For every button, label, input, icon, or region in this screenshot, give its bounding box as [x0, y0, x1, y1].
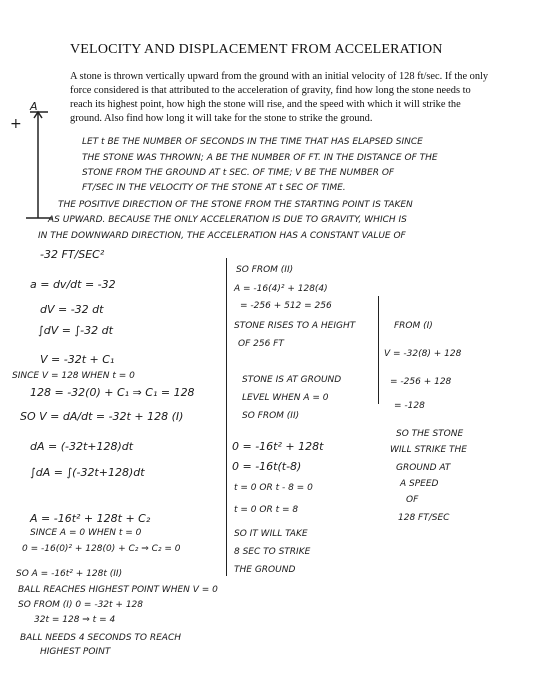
col2-line: LEVEL WHEN A = 0 [242, 393, 329, 403]
col2-line: STONE RISES TO A HEIGHT [234, 321, 356, 331]
col2-line: A = -16(4)² + 128(4) [234, 284, 328, 294]
col2-line: SO FROM (II) [236, 265, 294, 275]
col1-line: BALL REACHES HIGHEST POINT WHEN V = 0 [18, 585, 218, 595]
col3-line: SO THE STONE [396, 429, 464, 439]
col1-line: a = dv/dt = -32 [30, 278, 116, 291]
col1-line: HIGHEST POINT [40, 647, 111, 657]
col1-line: ∫dA = ∫(-32t+128)dt [30, 466, 145, 479]
col3-line: 128 FT/SEC [398, 513, 450, 523]
intro-line: THE POSITIVE DIRECTION OF THE STONE FROM THE STARTING POINT IS TAKEN [58, 200, 413, 210]
col1-line: SO V = dA/dt = -32t + 128 (I) [20, 410, 184, 423]
column-divider [378, 296, 379, 404]
col1-line: BALL NEEDS 4 SECONDS TO REACH [20, 633, 182, 643]
col1-line: dV = -32 dt [40, 303, 104, 316]
col2-line: SO FROM (II) [242, 411, 300, 421]
column-divider [226, 258, 227, 576]
col1-line: ∫dV = ∫-32 dt [38, 324, 113, 337]
col3-line: FROM (I) [394, 321, 433, 331]
col2-line: = -256 + 512 = 256 [240, 301, 332, 311]
col2-line: THE GROUND [234, 565, 296, 575]
col3-line: WILL STRIKE THE [390, 445, 467, 455]
col2-line: 0 = -16t(t-8) [232, 460, 302, 473]
col1-line: dA = (-32t+128)dt [30, 440, 134, 453]
page-title: VELOCITY AND DISPLACEMENT FROM ACCELERATION [70, 42, 443, 57]
intro-line: THE STONE WAS THROWN; A BE THE NUMBER OF FT. IN THE DISTANCE OF THE [82, 153, 438, 163]
col3-line: V = -32(8) + 128 [384, 349, 462, 359]
intro-line: -32 FT/SEC² [40, 248, 105, 261]
col1-line: A = -16t² + 128t + C₂ [30, 512, 151, 525]
col1-line: V = -32t + C₁ [40, 353, 115, 366]
col3-line: = -256 + 128 [390, 377, 452, 387]
col2-line: t = 0 OR t = 8 [234, 505, 299, 515]
diagram-plus-label: + [10, 116, 22, 132]
intro-line: IN THE DOWNWARD DIRECTION, THE ACCELERATION HAS A CONSTANT VALUE OF [38, 231, 406, 241]
col1-line: 128 = -32(0) + C₁ ⇒ C₁ = 128 [30, 386, 195, 399]
col3-line: = -128 [394, 401, 425, 411]
intro-line: FT/SEC IN THE VELOCITY OF THE STONE AT t SEC OF TIME. [82, 183, 346, 193]
col1-line: 0 = -16(0)² + 128(0) + C₂ ⇒ C₂ = 0 [22, 544, 181, 554]
col1-line: SO FROM (I) 0 = -32t + 128 [18, 600, 143, 610]
col1-line: SINCE A = 0 WHEN t = 0 [30, 528, 142, 538]
col3-line: GROUND AT [396, 463, 451, 473]
col3-line: A SPEED [400, 479, 439, 489]
col2-line: 8 SEC TO STRIKE [234, 547, 311, 557]
col2-line: STONE IS AT GROUND [242, 375, 342, 385]
col2-line: t = 0 OR t - 8 = 0 [234, 483, 313, 493]
col2-line: SO IT WILL TAKE [234, 529, 308, 539]
col3-line: OF [406, 495, 419, 505]
col1-line: 32t = 128 ⇒ t = 4 [34, 615, 116, 625]
intro-line: AS UPWARD. BECAUSE THE ONLY ACCELERATION IS DUE TO GRAVITY, WHICH IS [48, 215, 407, 225]
col2-line: 0 = -16t² + 128t [232, 440, 324, 453]
diagram-top-label: A [30, 100, 38, 113]
intro-line: LET t BE THE NUMBER OF SECONDS IN THE TIME THAT HAS ELAPSED SINCE [82, 137, 423, 147]
problem-statement: A stone is thrown vertically upward from the ground with an initial velocity of 128 ft/sec. If the only force considered is that attributed to the acceleration of gravity, find how long the stone needs to reach its highest point, how high the stone will rise, and the speed with which it will strike the ground. Also find how long it will take for the stone to strike the ground. [70, 71, 489, 124]
intro-line: STONE FROM THE GROUND AT t SEC. OF TIME; V BE THE NUMBER OF [82, 168, 395, 178]
col2-line: OF 256 FT [238, 339, 284, 349]
col1-line: SINCE V = 128 WHEN t = 0 [12, 371, 135, 381]
col1-line: SO A = -16t² + 128t (II) [16, 569, 123, 579]
